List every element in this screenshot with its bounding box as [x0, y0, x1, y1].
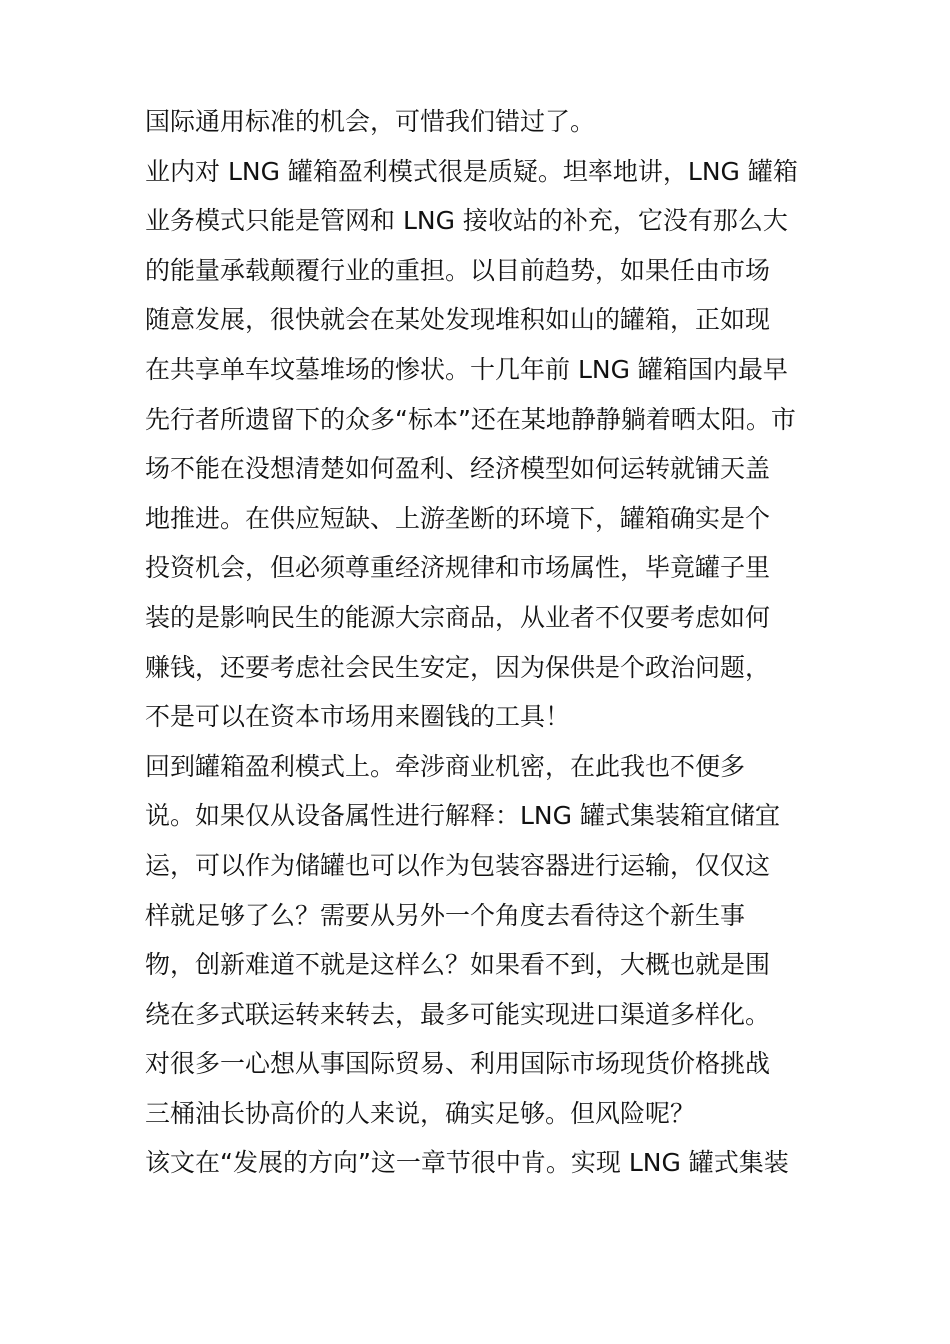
text-line: 业内对 LNG 罐箱盈利模式很是质疑。坦率地讲，LNG 罐箱: [145, 156, 798, 186]
text-line: 国际通用标准的机会，可惜我们错过了。: [145, 107, 596, 136]
text-line: 的能量承载颠覆行业的重担。以目前趋势，如果任由市场: [145, 255, 771, 285]
text-line: 赚钱，还要考虑社会民生安定，因为保供是个政治问题，: [145, 652, 771, 682]
text-line: 地推进。在供应短缺、上游垄断的环境下，罐箱确实是个: [145, 503, 771, 533]
body-text: [145, 97, 825, 1188]
text-line: 在共享单车坟墓堆场的惨状。十几年前 LNG 罐箱国内最早: [145, 354, 788, 384]
text-line: 该文在“发展的方向”这一章节很中肯。实现 LNG 罐式集装: [145, 1148, 789, 1178]
text-line: 不是可以在资本市场用来圈钱的工具！: [145, 702, 571, 732]
text-line: 对很多一心想从事国际贸易、利用国际市场现货价格挑战: [145, 1049, 771, 1079]
text-line: 回到罐箱盈利模式上。牵涉商业机密，在此我也不便多: [145, 751, 746, 781]
text-line: 运，可以作为储罐也可以作为包装容器进行运输，仅仅这: [145, 850, 771, 880]
text-line: 三桶油长协高价的人来说，确实足够。但风险呢？: [145, 1098, 696, 1128]
text-line: 绕在多式联运转来转去，最多可能实现进口渠道多样化。: [145, 999, 771, 1029]
text-line: 先行者所遗留下的众多“标本”还在某地静静躺着晒太阳。市: [145, 404, 796, 434]
text-line: 业务模式只能是管网和 LNG 接收站的补充，它没有那么大: [145, 206, 788, 236]
text-line: 投资机会，但必须尊重经济规律和市场属性，毕竟罐子里: [145, 553, 771, 583]
text-line: 说。如果仅从设备属性进行解释：LNG 罐式集装箱宜储宜: [145, 801, 780, 831]
text-line: 装的是影响民生的能源大宗商品，从业者不仅要考虑如何: [145, 602, 771, 632]
text-line: 样就足够了么？需要从另外一个角度去看待这个新生事: [145, 900, 746, 930]
text-line: 随意发展，很快就会在某处发现堆积如山的罐箱，正如现: [145, 305, 771, 335]
text-line: 场不能在没想清楚如何盈利、经济模型如何运转就铺天盖: [145, 454, 771, 484]
text-line: 物，创新难道不就是这样么？如果看不到，大概也就是围: [145, 950, 771, 980]
